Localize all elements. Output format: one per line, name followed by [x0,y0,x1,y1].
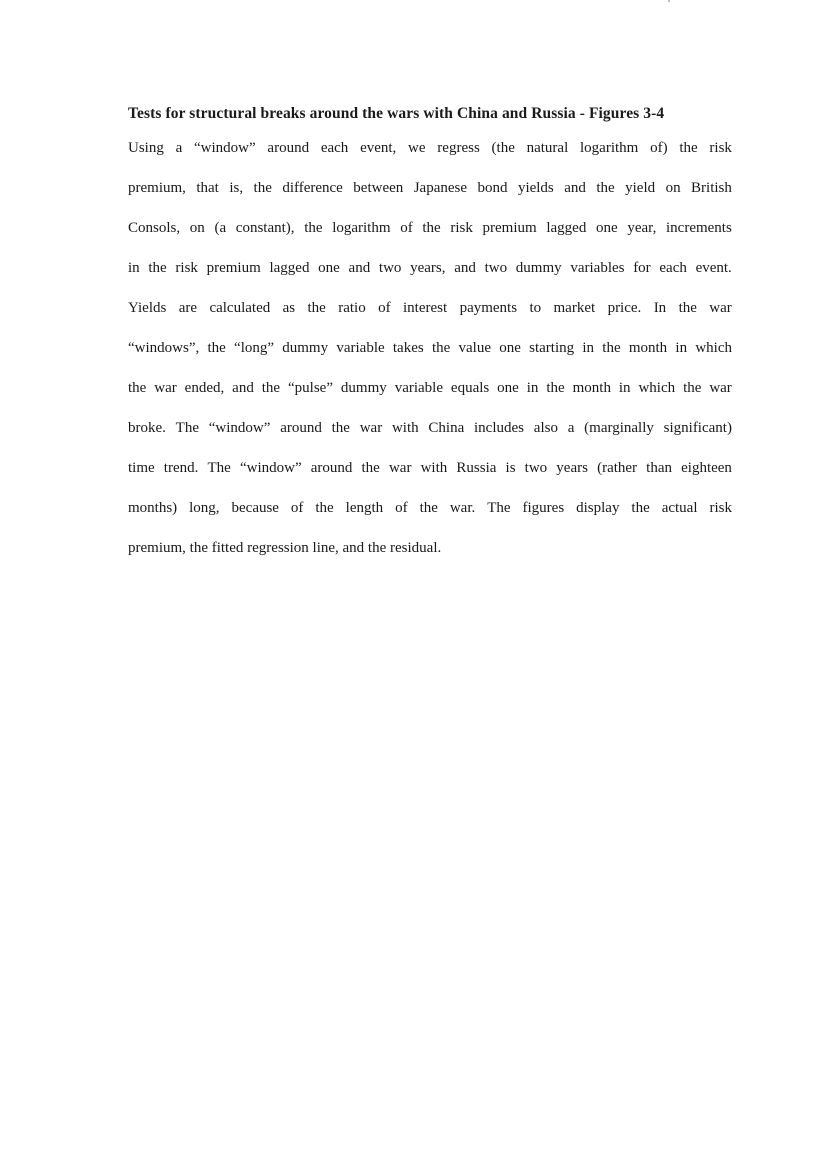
word: is, [229,180,244,196]
word: two [378,260,402,276]
word: around [267,140,310,156]
word: the [631,500,650,516]
scan-speck [668,0,670,2]
word: bond [477,180,508,196]
section-heading: Tests for structural breaks around the wars with China and Russia - Figures 3-4 [128,105,665,122]
word: risk [175,260,198,276]
word: is [505,460,516,476]
word: variables [570,260,625,276]
word: one [499,340,521,356]
word: and [232,380,254,396]
word: starting [529,340,575,356]
word: risk [450,220,473,236]
word: market [553,300,596,316]
word: length [345,500,384,516]
word: The [175,420,199,436]
word: the [602,340,621,356]
word: one [497,380,519,396]
paragraph-line [128,138,732,178]
paragraph-line [128,258,732,298]
word: a [175,140,183,156]
word: Consols, [128,220,181,236]
word: war [709,380,732,396]
word: display [576,500,620,516]
word: of [290,500,304,516]
word: Japanese [413,180,468,196]
word: “window” [194,140,256,156]
word: around [280,420,322,436]
word: logarithm [580,140,639,156]
word: the [361,460,380,476]
word: the [679,140,698,156]
paragraph-line [128,178,732,218]
word: of [378,300,391,316]
word: includes [474,420,525,436]
word: The [207,460,231,476]
word: each [320,140,349,156]
word: years [556,460,588,476]
word: variable [336,340,385,356]
word: takes [392,340,424,356]
word: dummy [515,260,562,276]
word: lagged [546,220,587,236]
word: actual [661,500,698,516]
word: “windows”, [128,340,200,356]
word: are [178,300,198,316]
word: with [391,420,419,436]
word: months) [128,500,178,516]
word: the [422,220,441,236]
word: years, [410,260,446,276]
word: war [154,380,177,396]
word: because [231,500,279,516]
word: war [359,420,383,436]
word: time [128,460,155,476]
word: and [564,180,586,196]
word: the [261,380,281,396]
paragraph-line [128,458,732,498]
word: Russia [456,460,497,476]
word: payments [459,300,518,316]
word: in [675,340,688,356]
word: as [282,300,296,316]
paragraph-line [128,418,732,458]
word: trend. [163,460,199,476]
word: which [695,340,732,356]
word: the [596,180,615,196]
word: of [395,500,408,516]
word: which [638,380,676,396]
word: ratio [338,300,366,316]
word: “pulse” [288,380,333,396]
word: the [253,180,272,196]
word: value [458,340,491,356]
paragraph-line [128,498,732,538]
word: between [353,180,404,196]
word: in [582,340,595,356]
word: Using [128,140,164,156]
word: the [678,300,697,316]
word: variable [394,380,443,396]
word: (rather [597,460,638,476]
word: The [487,500,511,516]
word: in [128,260,140,276]
word: and [454,260,476,276]
word: the [128,380,147,396]
word: Yields [128,300,167,316]
word: each [659,260,687,276]
paragraph-line: premium, the fitted regression line, and the residual. [128,540,442,556]
word: calculated [209,300,271,316]
word: premium [206,260,261,276]
word: natural [526,140,569,156]
word: yield [625,180,656,196]
word: figures [522,500,565,516]
word: In [653,300,667,316]
paragraph-line [128,338,732,378]
word: broke. [128,420,166,436]
word: war. [449,500,476,516]
word: in [618,380,631,396]
word: that [196,180,219,196]
word: dummy [340,380,387,396]
word: the [683,380,702,396]
word: eighteen [681,460,732,476]
word: British [691,180,732,196]
word: the [546,380,565,396]
word: with [420,460,448,476]
word: the [304,220,323,236]
word: equals [450,380,490,396]
word: increments [666,220,732,236]
word: two [484,260,508,276]
word: around [310,460,353,476]
word: also [533,420,558,436]
word: the [431,340,451,356]
word: the [207,340,226,356]
word: of [400,220,413,236]
word: the [331,420,350,436]
word: for [633,260,651,276]
word: risk [709,500,732,516]
word: the [148,260,167,276]
word: two [524,460,548,476]
word: logarithm [332,220,391,236]
word: premium, [128,180,186,196]
word: “window” [208,420,271,436]
paragraph-line [128,298,732,338]
word: dummy [282,340,329,356]
document-body [128,104,732,578]
word: month [628,340,668,356]
word: war [709,300,732,316]
word: in [526,380,539,396]
word: yields [517,180,554,196]
body-paragraph [128,138,732,578]
word: ended, [184,380,225,396]
word: the [315,500,334,516]
word: significant) [663,420,732,436]
word: and [348,260,371,276]
word: a [567,420,575,436]
word: to [529,300,542,316]
word: we [408,140,426,156]
word: (the [491,140,515,156]
word: than [646,460,672,476]
word: of) [650,140,668,156]
word: one [318,260,340,276]
word: lagged [269,260,310,276]
word: “window” [239,460,302,476]
word: interest [403,300,448,316]
word: difference [282,180,343,196]
word: risk [709,140,732,156]
word: year, [627,220,657,236]
word: on [665,180,681,196]
word: (marginally [584,420,654,436]
word: China [428,420,465,436]
word: (a [214,220,227,236]
paragraph-line [128,378,732,418]
word: event, [360,140,397,156]
word: event. [695,260,732,276]
word: regress [437,140,480,156]
word: “long” [234,340,275,356]
word: the [419,500,438,516]
word: price. [607,300,642,316]
word: long, [189,500,220,516]
word: month [572,380,611,396]
word: premium [482,220,537,236]
word: the [307,300,326,316]
paragraph-line [128,218,732,258]
word: on [189,220,205,236]
word: constant), [235,220,295,236]
word: one [596,220,618,236]
word: war [388,460,412,476]
